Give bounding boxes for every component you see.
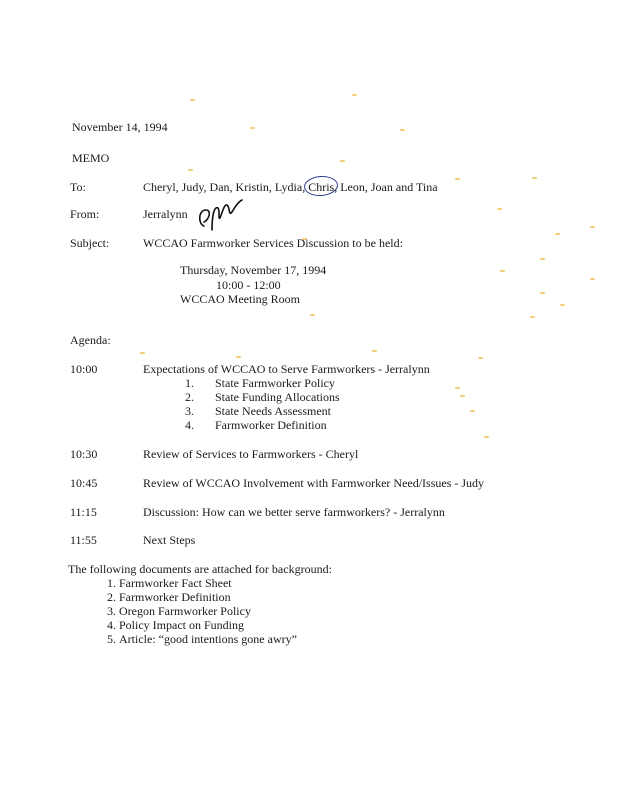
from-label: From: <box>70 207 100 221</box>
agenda-time: 11:15 <box>70 505 97 519</box>
agenda-item: Discussion: How can we better serve farmworkers? - Jerralynn <box>143 505 445 519</box>
subject-label: Subject: <box>70 236 110 250</box>
meeting-time: 10:00 - 12:00 <box>216 278 281 292</box>
attachment-title: Oregon Farmworker Policy <box>119 604 251 618</box>
subject-text: WCCAO Farmworker Services Discussion to be held: <box>143 236 403 250</box>
handwritten-initials <box>194 196 244 234</box>
memo-date: November 14, 1994 <box>72 120 168 134</box>
subitem-text: State Needs Assessment <box>215 404 331 418</box>
attachments-intro: The following documents are attached for background: <box>68 562 332 576</box>
subitem-number: 2. <box>185 390 194 404</box>
agenda-item: Review of Services to Farmworkers - Cheryl <box>143 447 359 461</box>
attachment-number: 3. <box>107 604 116 618</box>
attachment-number: 4. <box>107 618 116 632</box>
meeting-place: WCCAO Meeting Room <box>180 292 300 306</box>
attachment-number: 5. <box>107 632 116 646</box>
meeting-date: Thursday, November 17, 1994 <box>180 263 327 277</box>
attachment-title: Farmworker Fact Sheet <box>119 576 232 590</box>
attachment-title: Article: “good intentions gone awry” <box>119 632 297 646</box>
subitem-text: State Funding Allocations <box>215 390 340 404</box>
subitem-text: Farmworker Definition <box>215 418 327 432</box>
from-sender: Jerralynn <box>143 207 188 221</box>
agenda-time: 10:00 <box>70 362 98 376</box>
subitem-number: 4. <box>185 418 194 432</box>
agenda-label: Agenda: <box>70 333 111 347</box>
attachment-title: Policy Impact on Funding <box>119 618 244 632</box>
agenda-time: 10:45 <box>70 476 98 490</box>
subitem-number: 1. <box>185 376 194 390</box>
attachment-number: 2. <box>107 590 116 604</box>
memo-heading: MEMO <box>72 151 110 165</box>
agenda-item: Review of WCCAO Involvement with Farmworker Need/Issues - Judy <box>143 476 485 490</box>
agenda-time: 11:55 <box>70 533 97 547</box>
agenda-item: Next Steps <box>143 533 196 547</box>
subitem-text: State Farmworker Policy <box>215 376 335 390</box>
to-recipients: Cheryl, Judy, Dan, Kristin, Lydia, Chris, Leon, Joan and Tina <box>143 180 438 194</box>
subitem-number: 3. <box>185 404 194 418</box>
agenda-item: Expectations of WCCAO to Serve Farmworkers - Jerralynn <box>143 362 430 376</box>
attachment-number: 1. <box>107 576 116 590</box>
agenda-time: 10:30 <box>70 447 98 461</box>
to-label: To: <box>70 180 86 194</box>
attachment-title: Farmworker Definition <box>119 590 231 604</box>
